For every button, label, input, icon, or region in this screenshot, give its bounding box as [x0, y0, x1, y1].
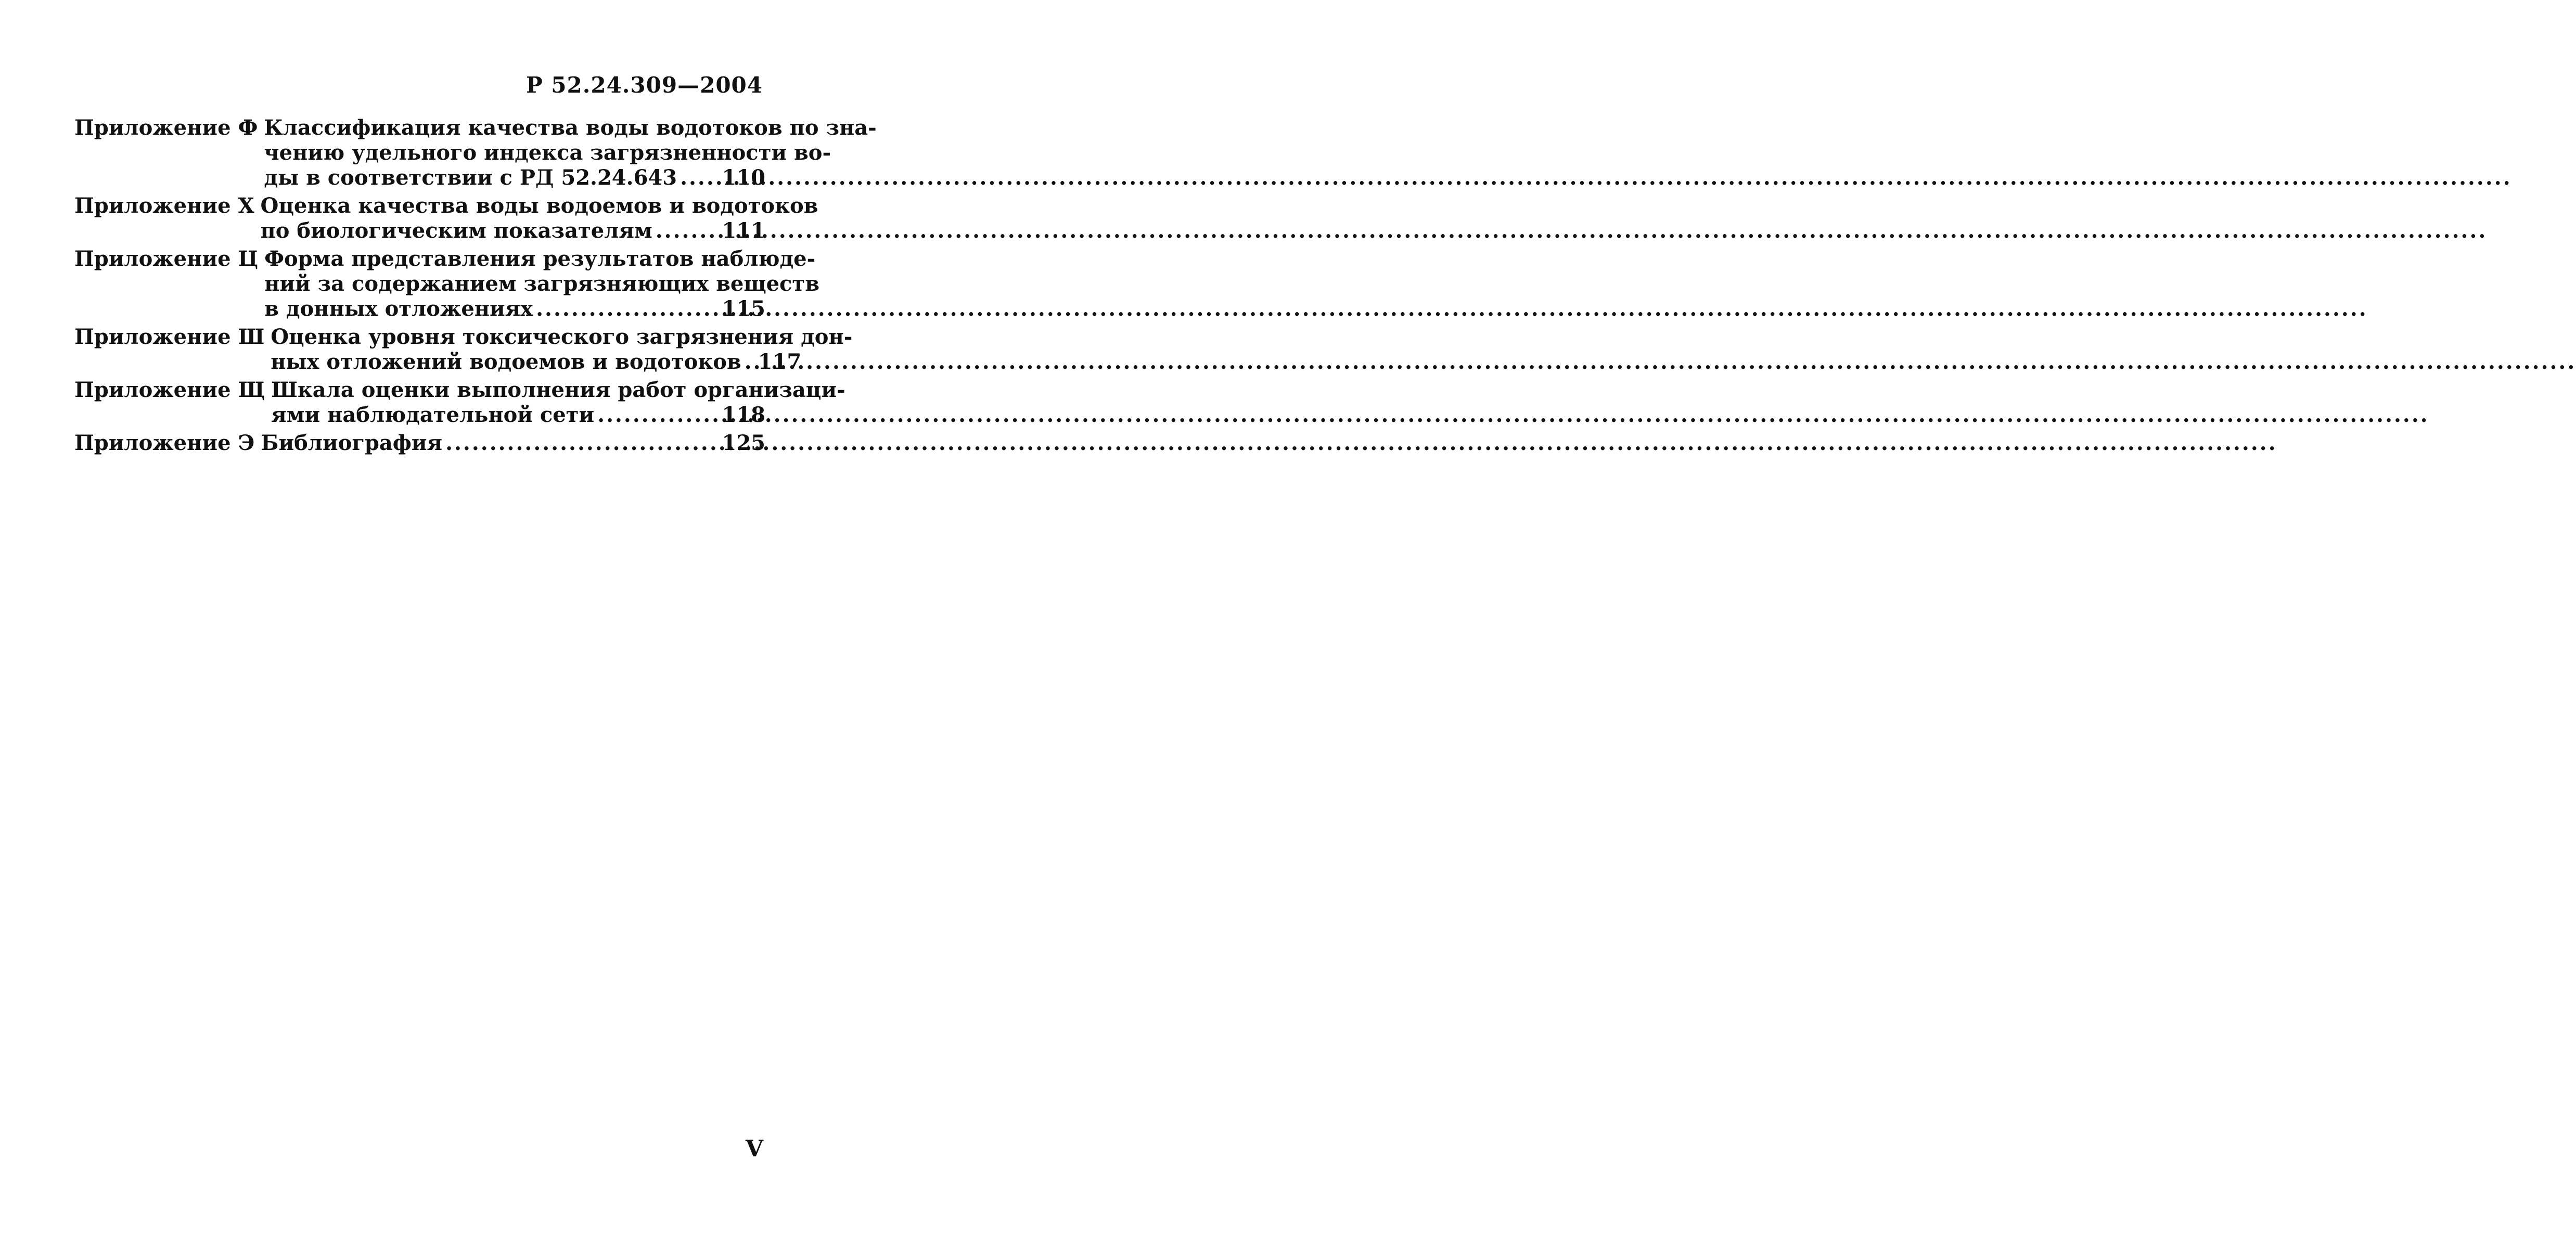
toc-entry-appendix-kh[interactable] — [74, 194, 818, 243]
toc-entry-appendix-f[interactable] — [74, 115, 877, 190]
toc-page-number: 111 — [722, 218, 765, 243]
toc-entry-last-line — [271, 350, 802, 375]
toc-entry-line: ями наблюдательной сети — [271, 403, 595, 427]
toc-entry-line: Оценка уровня токсического загрязнения дон- — [271, 325, 853, 349]
toc-entry-prefix: Приложение Ц — [74, 247, 259, 271]
toc-entry-line: Шкала оценки выполнения работ организаци- — [271, 378, 845, 402]
toc-entry-prefix: Приложение Э — [74, 431, 255, 455]
dot-leader — [656, 218, 719, 243]
toc-entry-line: Оценка качества воды водоемов и водотоков — [260, 194, 818, 218]
toc-entry-last-line — [271, 403, 765, 428]
toc-entry-prefix: Приложение Ф — [74, 115, 258, 140]
toc-page-number: 110 — [722, 165, 765, 190]
toc-entry-body — [271, 325, 853, 375]
toc-entry-line: ды в соответствии с РД 52.24.643 — [264, 165, 677, 190]
toc-entry-line: чению удельного индекса загрязненности во- — [264, 140, 831, 165]
dot-leader — [680, 165, 719, 190]
dot-leader — [597, 403, 719, 428]
toc-entry-last-line — [264, 297, 765, 321]
toc-entry-line: ний за содержанием загрязняющих веществ — [264, 272, 819, 296]
dot-leader — [536, 297, 719, 321]
toc-entry-prefix: Приложение Щ — [74, 378, 265, 402]
dot-leader — [445, 431, 719, 456]
toc-entry-appendix-e[interactable] — [74, 431, 765, 456]
document-number: Р 52.24.309—2004 — [526, 72, 763, 98]
toc-entry-body — [260, 194, 818, 243]
toc-entry-appendix-ts[interactable] — [74, 247, 819, 321]
toc-entry-line: Форма представления результатов наблюде- — [264, 247, 816, 271]
dot-leader — [745, 350, 755, 375]
toc-entry-body — [264, 115, 877, 190]
toc-entry-line: Классификация качества воды водотоков по зна- — [264, 115, 877, 140]
toc-entry-line: по биологическим показателям — [260, 218, 652, 243]
toc-entry-line: Библиография — [261, 431, 443, 455]
toc-entry-appendix-shch[interactable] — [74, 378, 845, 428]
toc-entry-prefix: Приложение Ш — [74, 325, 265, 349]
toc-entry-line: в донных отложениях — [264, 297, 533, 321]
toc-entry-body — [261, 431, 765, 456]
toc-entry-prefix: Приложение Х — [74, 194, 254, 218]
toc-entry-body — [264, 247, 819, 321]
toc-entry-last-line — [261, 431, 765, 456]
toc-entry-body — [271, 378, 845, 428]
toc-page-number: 118 — [722, 403, 765, 427]
toc-entry-line: ных отложений водоемов и водотоков — [271, 350, 741, 374]
toc-page-number: 117 — [758, 350, 802, 374]
table-of-contents — [74, 115, 877, 459]
toc-entry-appendix-sh[interactable] — [74, 325, 853, 375]
toc-page-number: 125 — [722, 431, 765, 455]
toc-entry-last-line — [264, 165, 765, 190]
page-number: V — [745, 1136, 763, 1162]
toc-entry-last-line — [261, 218, 766, 243]
toc-page-number: 115 — [722, 297, 765, 321]
